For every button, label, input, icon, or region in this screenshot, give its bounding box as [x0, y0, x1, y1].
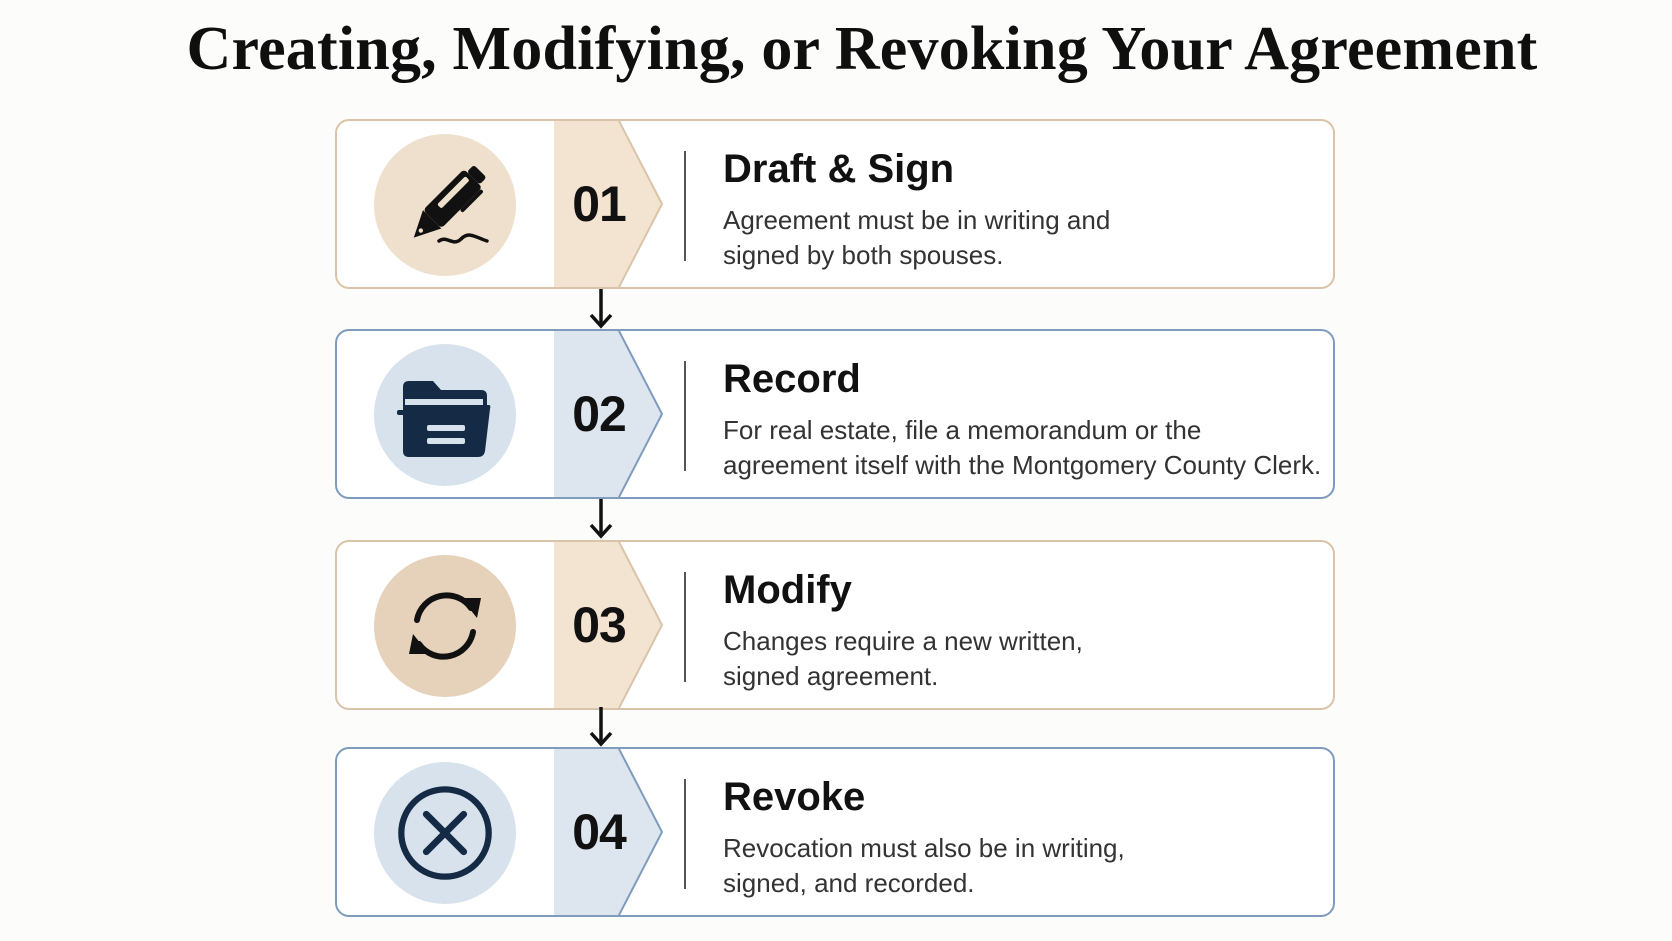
- down-arrow-icon: [587, 287, 615, 331]
- description-line: signed agreement.: [723, 661, 939, 691]
- divider: [684, 572, 686, 682]
- divider: [684, 361, 686, 471]
- description-line: signed, and recorded.: [723, 868, 975, 898]
- divider: [684, 151, 686, 261]
- description-line: Agreement must be in writing and: [723, 205, 1111, 235]
- step-number: 02: [572, 386, 626, 442]
- step-heading: Modify: [723, 568, 852, 612]
- step-card-revoke: [335, 747, 1335, 917]
- icon-circle: [374, 134, 516, 276]
- pen-signature-icon: [395, 155, 495, 255]
- step-card-record: [335, 329, 1335, 499]
- step-heading: Record: [723, 357, 861, 401]
- page-title: Creating, Modifying, or Revoking Your Agreement: [186, 15, 1538, 83]
- description-line: Changes require a new written,: [723, 626, 1083, 656]
- step-description: [723, 624, 1083, 694]
- down-arrow-icon: [587, 497, 615, 541]
- divider: [684, 779, 686, 889]
- description-line: For real estate, file a memorandum or the: [723, 415, 1202, 445]
- step-card-draft-sign: [335, 119, 1335, 289]
- down-arrow-icon: [587, 705, 615, 749]
- step-number: 01: [572, 176, 626, 232]
- step-description: [723, 203, 1110, 273]
- description-line: Revocation must also be in writing,: [723, 833, 1125, 863]
- step-number: 03: [572, 597, 626, 653]
- refresh-arrows-icon: [395, 576, 495, 676]
- description-line: signed by both spouses.: [723, 240, 1004, 270]
- description-line: agreement itself with the Montgomery County Clerk.: [723, 450, 1322, 480]
- step-description: [723, 831, 1125, 901]
- step-card-modify: [335, 540, 1335, 710]
- icon-circle: [374, 762, 516, 904]
- icon-circle: [374, 344, 516, 486]
- step-heading: Draft & Sign: [723, 147, 955, 191]
- step-heading: Revoke: [723, 775, 866, 819]
- step-description: [723, 413, 1321, 483]
- folder-icon: [395, 365, 495, 465]
- circle-x-icon: [393, 781, 497, 885]
- step-number: 04: [572, 804, 626, 860]
- icon-circle: [374, 555, 516, 697]
